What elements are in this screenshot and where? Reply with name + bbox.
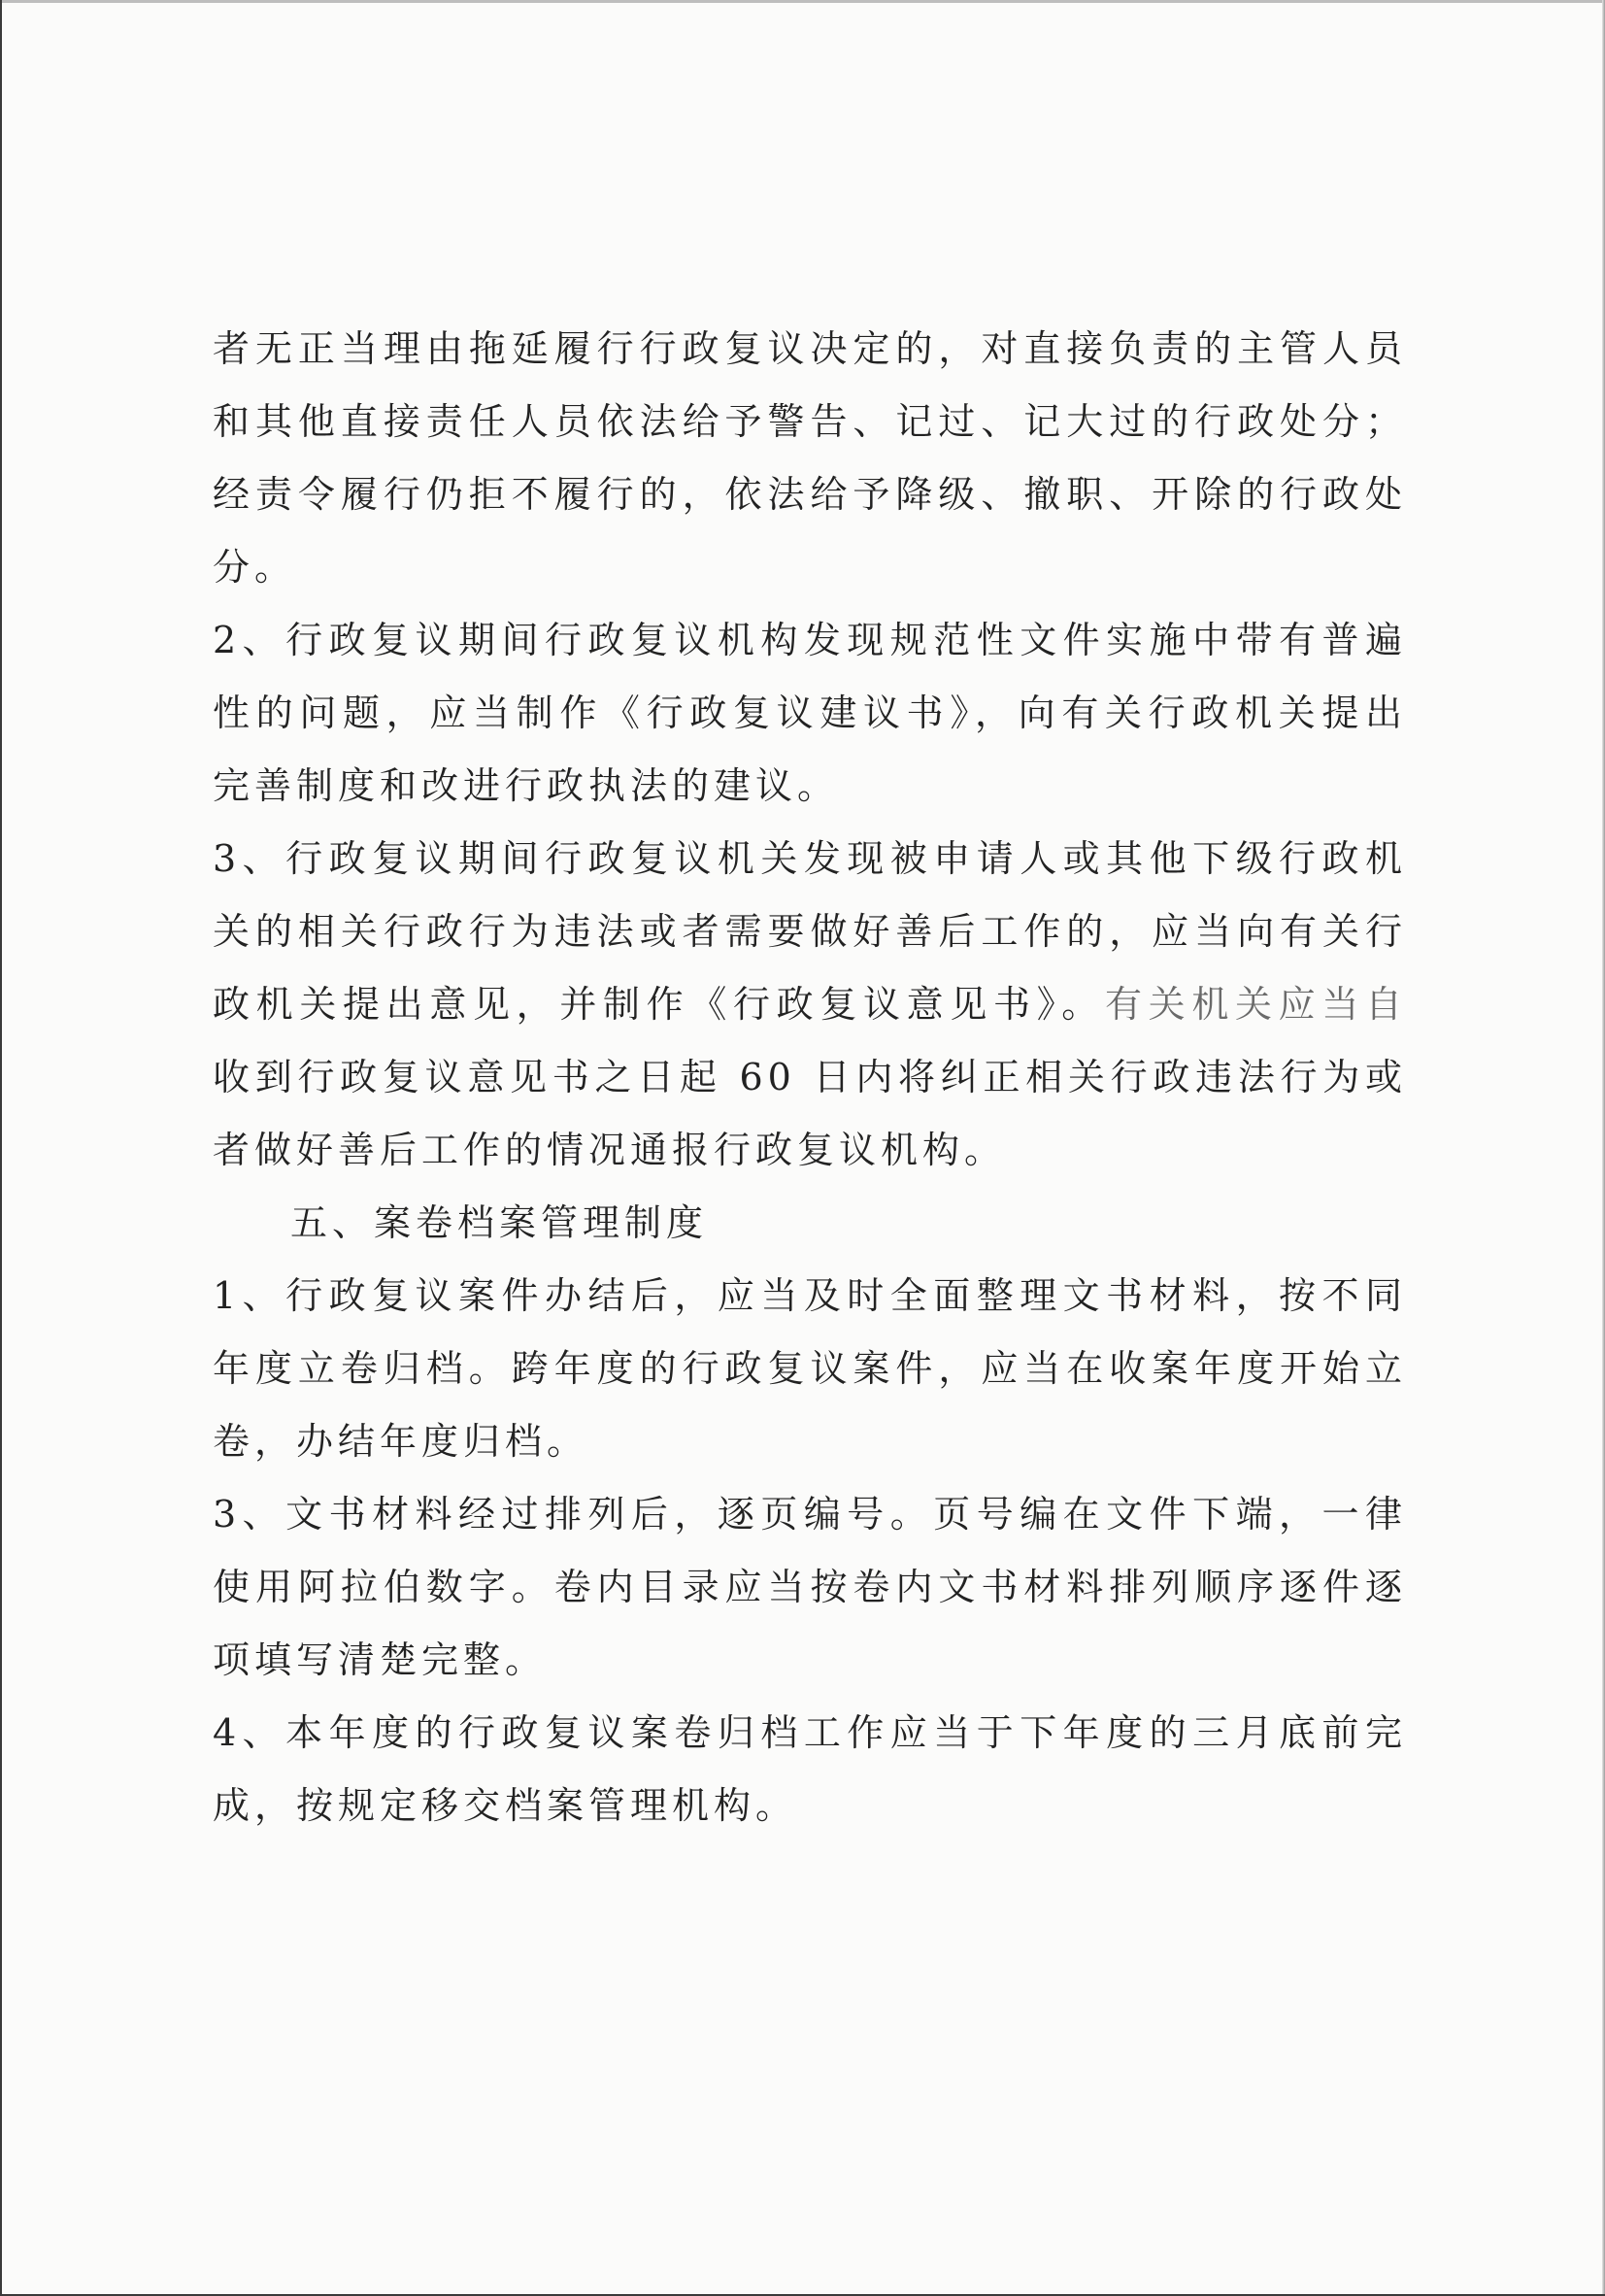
- paragraph-line: 分。: [213, 546, 297, 589]
- section-heading: 五、案卷档案管理制度: [290, 1201, 709, 1244]
- paragraph-line: 4、本年度的行政复议案卷归档工作应当于下年度的三月底前完: [213, 1711, 1407, 1754]
- paragraph-line: 性的问题，应当制作《行政复议建议书》，向有关行政机关提出: [213, 692, 1407, 734]
- paragraph-line: 关的相关行政行为违法或者需要做好善后工作的，应当向有关行: [213, 910, 1407, 953]
- paragraph-line-mixed: [213, 968, 1407, 1041]
- paragraph-line: 3、行政复议期间行政复议机关发现被申请人或其他下级行政机: [213, 837, 1407, 880]
- paragraph-line: 项填写清楚完整。: [213, 1638, 548, 1681]
- paragraph-line: 2、行政复议期间行政复议机构发现规范性文件实施中带有普遍: [213, 619, 1407, 661]
- paragraph-line: 者做好善后工作的情况通报行政复议机构。: [213, 1129, 1007, 1171]
- paragraph-line: 卷，办结年度归档。: [213, 1420, 589, 1463]
- paragraph-segment-faint: 有关机关应当自: [1104, 983, 1407, 1026]
- paragraph-line: 经责令履行仍拒不履行的，依法给予降级、撤职、开除的行政处: [213, 473, 1407, 516]
- paragraph-segment: 政机关提出意见，并制作《行政复议意见书》。: [213, 983, 1105, 1026]
- paragraph-line: 年度立卷归档。跨年度的行政复议案件，应当在收案年度开始立: [213, 1347, 1407, 1390]
- paragraph-line: 3、文书材料经过排列后，逐页编号。页号编在文件下端，一律: [213, 1493, 1407, 1536]
- paragraph-line: 1、行政复议案件办结后，应当及时全面整理文书材料，按不同: [213, 1274, 1407, 1317]
- paragraph-line: 收到行政复议意见书之日起 60 日内将纠正相关行政违法行为或: [213, 1056, 1407, 1098]
- scan-top-edge: [2, 0, 1605, 3]
- paragraph-line: 和其他直接责任人员依法给予警告、记过、记大过的行政处分；: [213, 400, 1407, 443]
- document-body: [213, 313, 1407, 1842]
- paragraph-line: 者无正当理由拖延履行行政复议决定的，对直接负责的主管人员: [213, 327, 1407, 370]
- paragraph-line: 完善制度和改进行政执法的建议。: [213, 764, 840, 807]
- paragraph-line: 使用阿拉伯数字。卷内目录应当按卷内文书材料排列顺序逐件逐: [213, 1566, 1407, 1608]
- paragraph-line: 成，按规定移交档案管理机构。: [213, 1784, 798, 1827]
